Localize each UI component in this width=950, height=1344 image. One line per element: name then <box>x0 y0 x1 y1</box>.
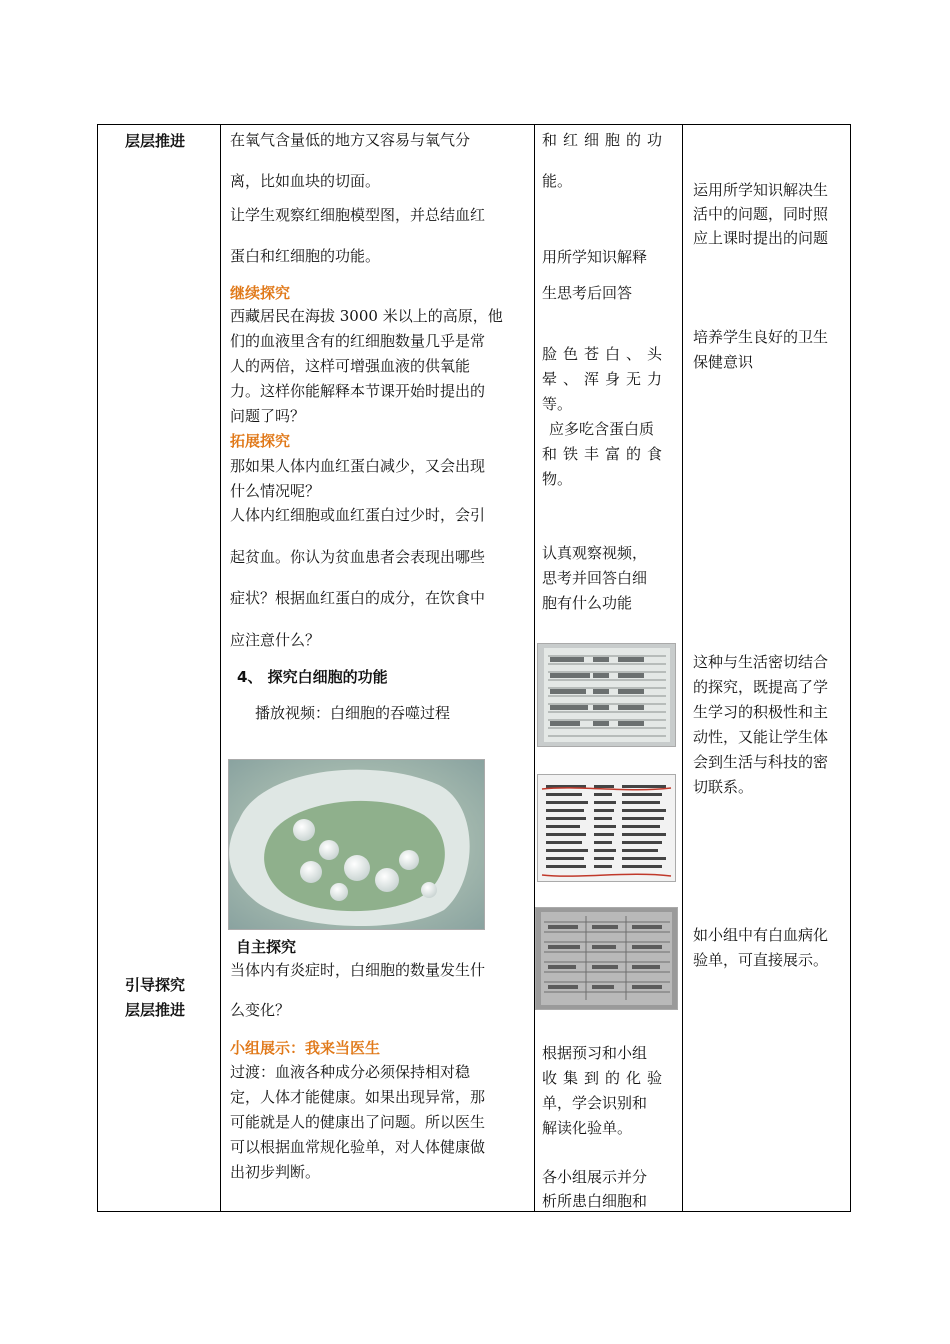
text-line: 让学生观察红细胞模型图，并总结血红 <box>230 206 486 224</box>
text-line: 验单，可直接展示。 <box>693 951 829 969</box>
text-line: 应上课时提出的问题 <box>693 229 829 247</box>
text-line: 出初步判断。 <box>230 1163 321 1181</box>
text-line: 当体内有炎症时，白细胞的数量发生什 <box>230 961 486 979</box>
text-line: 这种与生活密切结合 <box>693 653 829 671</box>
blood-test-report-image <box>537 774 676 882</box>
text-line: 如小组中有白血病化 <box>693 926 829 944</box>
text-line: 什么情况呢？ <box>230 482 321 500</box>
text-line: 的探究，既提高了学 <box>693 678 829 696</box>
text-line: 定，人体才能健康。如果出现异常，那 <box>230 1088 486 1106</box>
text-line: 生思考后回答 <box>542 284 633 302</box>
text-line: 播放视频：白细胞的吞噬过程 <box>255 704 451 722</box>
stage-column <box>98 125 220 1211</box>
text-line: 认真观察视频， <box>542 544 648 562</box>
text-line: 可能就是人的健康出了问题。所以医生 <box>230 1113 486 1131</box>
text-line: 单，学会识别和 <box>542 1094 648 1112</box>
design-intent-column <box>683 125 851 1211</box>
section-heading: 4、 探究白细胞的功能 <box>237 668 388 686</box>
text-line: 和红细胞的功 <box>542 131 669 149</box>
white-blood-cell-image <box>228 759 485 930</box>
text-line: 问题了吗？ <box>230 407 306 425</box>
text-line: 人体内红细胞或血红蛋白过少时，会引 <box>230 506 486 524</box>
text-line: 和铁丰富的食 <box>542 445 669 463</box>
text-line: 用所学知识解释 <box>542 248 648 266</box>
text-line: 生学习的积极性和主 <box>693 703 829 721</box>
lesson-table <box>97 124 851 1212</box>
stage-label: 层层推进 <box>125 132 186 150</box>
text-line: 解读化验单。 <box>542 1119 633 1137</box>
blood-test-report-image <box>535 907 678 1010</box>
blood-test-report-image <box>537 643 676 747</box>
text-line: 各小组展示并分 <box>542 1168 648 1186</box>
teacher-activity-column <box>221 125 533 1211</box>
text-line: 能。 <box>542 172 573 190</box>
text-line: 动性，又能让学生体 <box>693 728 829 746</box>
section-heading: 继续探究 <box>230 284 291 302</box>
text-line: 在氧气含量低的地方又容易与氧气分 <box>230 131 471 149</box>
text-line: 切联系。 <box>693 778 754 796</box>
text-line: 力。这样你能解释本节课开始时提出的 <box>230 382 486 400</box>
stage-label: 引导探究 <box>125 976 186 994</box>
section-heading: 自主探究 <box>236 938 297 956</box>
text-line: 们的血液里含有的红细胞数量几乎是常 <box>230 332 486 350</box>
text-line: 根据预习和小组 <box>542 1044 648 1062</box>
text-line: 应多吃含蛋白质 <box>549 420 655 438</box>
section-heading: 小组展示：我来当医生 <box>230 1039 381 1057</box>
text-line: 那如果人体内血红蛋白减少，又会出现 <box>230 457 486 475</box>
stage-label: 层层推进 <box>125 1001 186 1019</box>
text-line: 收集到的化验 <box>542 1069 669 1087</box>
text-line: 蛋白和红细胞的功能。 <box>230 247 381 265</box>
text-line: 物。 <box>542 470 573 488</box>
text-line: 么变化？ <box>230 1001 291 1019</box>
text-line: 西藏居民在海拔 3000 米以上的高原，他 <box>230 307 503 325</box>
text-line: 过渡：血液各种成分必须保持相对稳 <box>230 1063 471 1081</box>
text-line: 运用所学知识解决生 <box>693 181 829 199</box>
text-line: 可以根据血常规化验单，对人体健康做 <box>230 1138 486 1156</box>
text-line: 人的两倍，这样可增强血液的供氧能 <box>230 357 471 375</box>
text-line: 析所患白细胞和 <box>542 1192 648 1210</box>
text-line: 离，比如血块的切面。 <box>230 172 381 190</box>
text-line: 起贫血。你认为贫血患者会表现出哪些 <box>230 548 486 566</box>
text-line: 会到生活与科技的密 <box>693 753 829 771</box>
text-line: 症状？根据血红蛋白的成分，在饮食中 <box>230 589 486 607</box>
text-line: 等。 <box>542 395 573 413</box>
student-activity-column <box>535 125 682 1211</box>
section-heading: 拓展探究 <box>230 432 291 450</box>
text-line: 培养学生良好的卫生 <box>693 328 829 346</box>
text-line: 胞有什么功能 <box>542 594 633 612</box>
text-line: 保健意识 <box>693 353 754 371</box>
text-line: 应注意什么？ <box>230 631 321 649</box>
text-line: 思考并回答白细 <box>542 569 648 587</box>
text-line: 脸色苍白、头 <box>542 345 669 363</box>
text-line: 活中的问题，同时照 <box>693 205 829 223</box>
text-line: 晕、浑身无力 <box>542 370 669 388</box>
